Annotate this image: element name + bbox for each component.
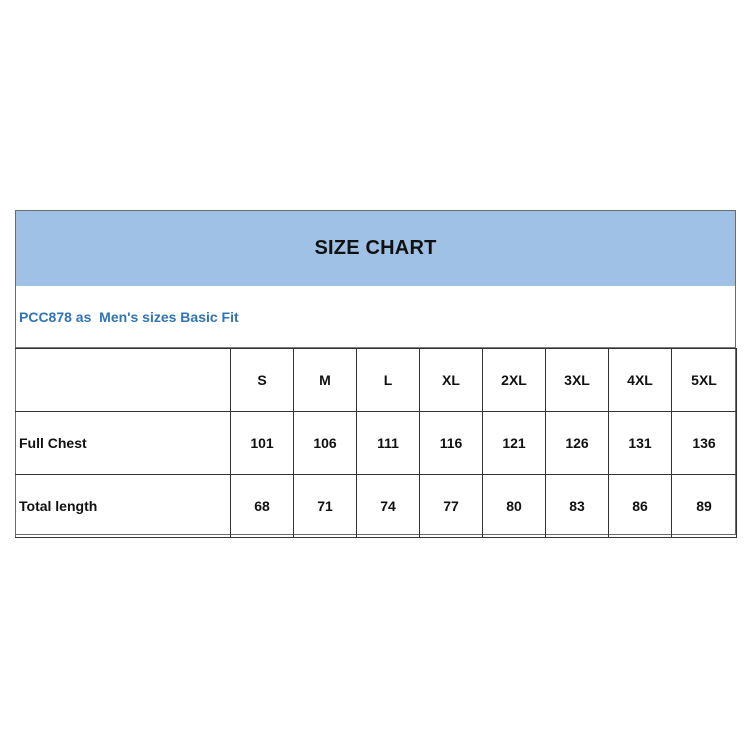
table-cell: 111 [357, 412, 420, 475]
table-cell: 89 [672, 475, 737, 538]
table-cell: 126 [546, 412, 609, 475]
table-row-full-chest [16, 412, 737, 475]
subtitle-row [16, 286, 735, 348]
row-label-total-length: Total length [16, 475, 231, 538]
table-cell: 131 [609, 412, 672, 475]
table-cell: 106 [294, 412, 357, 475]
header-cell-4xl: 4XL [609, 349, 672, 412]
table-cell: 80 [483, 475, 546, 538]
table-cell: 86 [609, 475, 672, 538]
header-cell-xl: XL [420, 349, 483, 412]
table-header-row [16, 349, 737, 412]
table-cell: 121 [483, 412, 546, 475]
header-cell-5xl: 5XL [672, 349, 737, 412]
header-cell-l: L [357, 349, 420, 412]
table-cell: 77 [420, 475, 483, 538]
table-cell: 116 [420, 412, 483, 475]
table-cell: 68 [231, 475, 294, 538]
table-cell: 83 [546, 475, 609, 538]
header-cell-m: M [294, 349, 357, 412]
table-cell: 136 [672, 412, 737, 475]
size-table [15, 348, 737, 538]
header-cell-s: S [231, 349, 294, 412]
table-cell: 71 [294, 475, 357, 538]
table-row-total-length [16, 475, 737, 538]
chart-title: SIZE CHART [314, 237, 437, 259]
table-cell: 74 [357, 475, 420, 538]
header-cell-2xl: 2XL [483, 349, 546, 412]
row-label-full-chest: Full Chest [16, 412, 231, 475]
chart-subtitle: PCC878 as Men's sizes Basic Fit [19, 308, 239, 325]
size-chart [15, 210, 736, 535]
header-cell-3xl: 3XL [546, 349, 609, 412]
header-corner-cell [16, 349, 231, 412]
title-band [16, 211, 735, 286]
table-cell: 101 [231, 412, 294, 475]
